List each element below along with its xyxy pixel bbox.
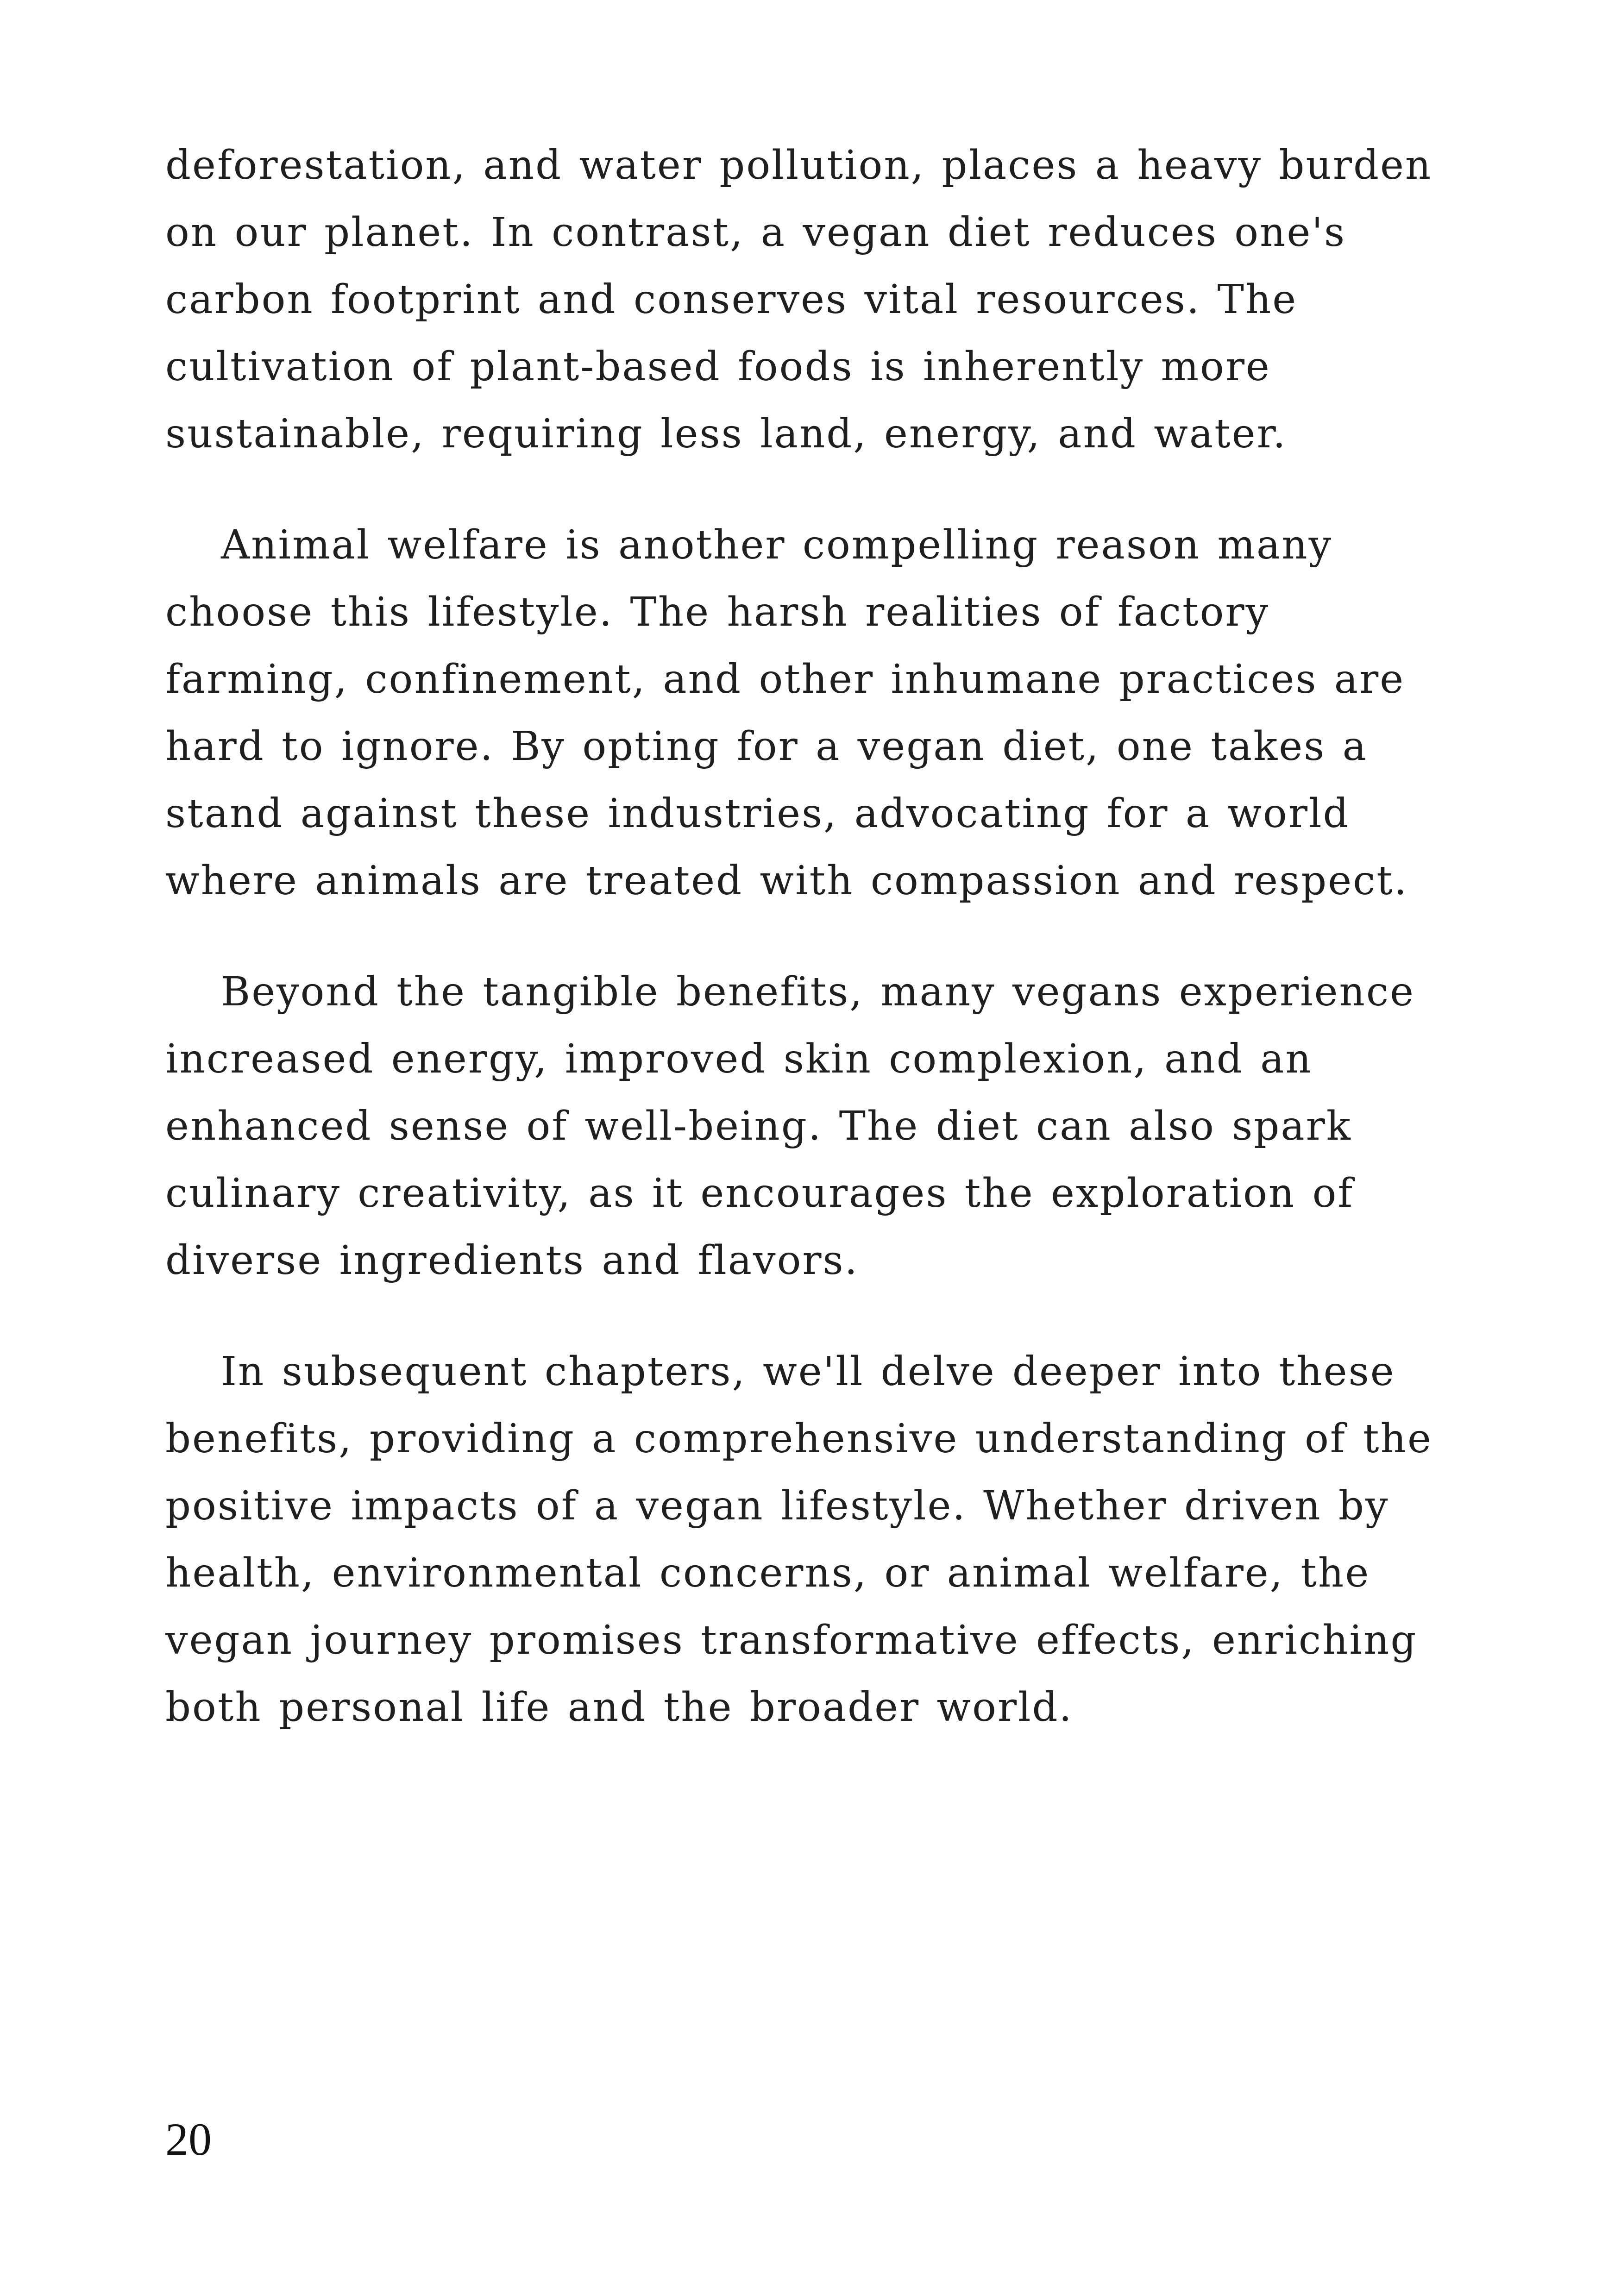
paragraph-animal-welfare: Animal welfare is another compelling reason many choose this lifestyle. The harsh realities of factory farming, confinement, and other inhumane practices are hard to ignore. By opting for a vegan diet, one takes a stand against these industries, advocating for a world where animals are treated with compassion and respect. — [165, 522, 1408, 904]
paragraph-continuation: deforestation, and water pollution, places a heavy burden on our planet. In contrast, a vegan diet reduces one's carbon footprint and conserves vital resources. The cultivation of plant-based foods is inherently more sustainable, requiring less land, energy, and water. — [165, 142, 1433, 457]
page-body — [165, 132, 1448, 1785]
paragraph-subsequent-chapters: In subsequent chapters, we'll delve deeper into these benefits, providing a comprehensive understanding of the positive impacts of a vegan lifestyle. Whether driven by health, environmental concerns, or animal welfare, the vegan journey promises transformative effects, enriching both personal life and the broader world. — [165, 1349, 1433, 1731]
paragraph-tangible-benefits: Beyond the tangible benefits, many vegans experience increased energy, improved skin complexion, and an enhanced sense of well-being. The diet can also spark culinary creativity, as it encourages the exploration of diverse ingredients and flavors. — [165, 969, 1415, 1284]
page-number: 20 — [165, 2114, 212, 2165]
